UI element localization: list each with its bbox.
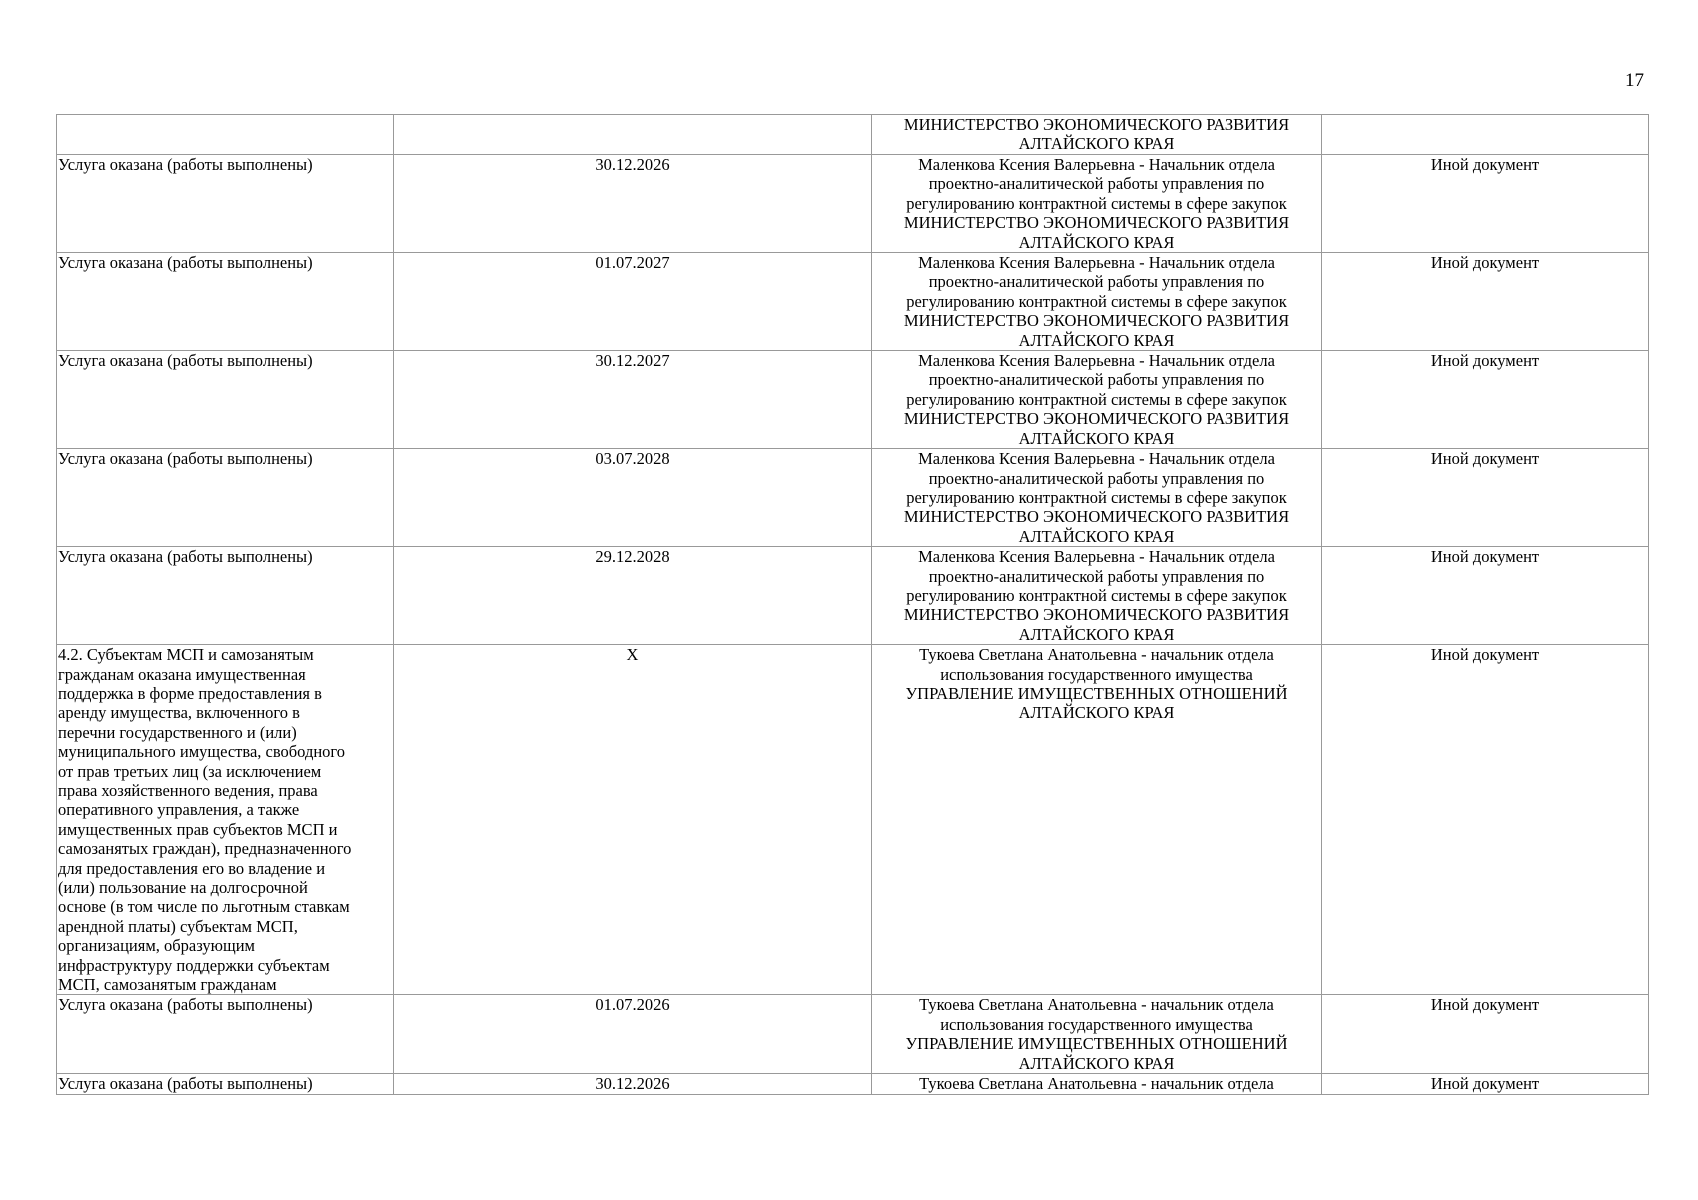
result-line: арендной платы) субъектам МСП, — [58, 916, 298, 936]
result-text: Услуга оказана (работы выполнены) — [58, 1074, 313, 1094]
responsible-line: проектно-аналитической работы управления по — [928, 468, 1265, 488]
responsible-line: Маленкова Ксения Валерьевна - Начальник отдела — [918, 547, 1275, 567]
responsible-cell — [872, 547, 1322, 645]
result-cell — [57, 645, 394, 995]
document-type-text: Иной документ — [1430, 995, 1540, 1015]
responsible-line: проектно-аналитической работы управления по — [928, 272, 1265, 292]
result-cell — [57, 1074, 394, 1094]
responsible-cell — [872, 115, 1322, 155]
responsible-line: МИНИСТЕРСТВО ЭКОНОМИЧЕСКОГО РАЗВИТИЯ — [903, 605, 1290, 625]
table-row — [57, 449, 1649, 547]
result-line: муниципального имущества, свободного — [58, 742, 346, 762]
responsible-line: Маленкова Ксения Валерьевна - Начальник отдела — [918, 253, 1275, 273]
table-row — [57, 351, 1649, 449]
result-text: Услуга оказана (работы выполнены) — [58, 155, 313, 174]
date-cell — [394, 995, 872, 1074]
responsible-cell — [872, 351, 1322, 449]
responsible-line: проектно-аналитической работы управления по — [928, 174, 1265, 194]
table-row — [57, 253, 1649, 351]
document-type-cell — [1322, 449, 1649, 547]
result-cell — [57, 547, 394, 645]
responsible-line: АЛТАЙСКОГО КРАЯ — [1018, 526, 1175, 546]
responsible-cell — [872, 155, 1322, 253]
responsible-line: регулированию контрактной системы в сфере закупок — [906, 389, 1287, 409]
responsible-line: Тукоева Светлана Анатольевна - начальник отдела — [919, 1074, 1274, 1094]
date-cell — [394, 449, 872, 547]
result-line: гражданам оказана имущественная — [58, 664, 306, 684]
document-type-text: Иной документ — [1430, 155, 1540, 174]
responsible-line: МИНИСТЕРСТВО ЭКОНОМИЧЕСКОГО РАЗВИТИЯ — [903, 409, 1290, 429]
table-row — [57, 995, 1649, 1074]
responsible-line: АЛТАЙСКОГО КРАЯ — [1018, 624, 1175, 644]
responsible-line: АЛТАЙСКОГО КРАЯ — [1018, 703, 1175, 723]
plan-table — [56, 114, 1649, 1095]
responsible-cell — [872, 253, 1322, 351]
result-text: Услуга оказана (работы выполнены) — [58, 351, 313, 371]
date-text: 30.12.2026 — [595, 1074, 670, 1094]
responsible-line: Маленкова Ксения Валерьевна - Начальник отдела — [918, 449, 1275, 469]
responsible-line: УПРАВЛЕНИЕ ИМУЩЕСТВЕННЫХ ОТНОШЕНИЙ — [905, 683, 1288, 703]
table-body — [57, 115, 1649, 1095]
responsible-line: регулированию контрактной системы в сфере закупок — [906, 487, 1287, 507]
table-row — [57, 645, 1649, 995]
result-cell — [57, 115, 394, 155]
date-text: 03.07.2028 — [595, 449, 670, 469]
date-cell — [394, 351, 872, 449]
result-line: имущественных прав субъектов МСП и — [58, 819, 338, 839]
responsible-line: АЛТАЙСКОГО КРАЯ — [1018, 232, 1175, 252]
result-line: от прав третьих лиц (за исключением — [58, 761, 322, 781]
result-line: поддержка в форме предоставления в — [58, 683, 322, 703]
table-row — [57, 547, 1649, 645]
date-cell — [394, 1074, 872, 1094]
responsible-line: регулированию контрактной системы в сфере закупок — [906, 291, 1287, 311]
responsible-line: Маленкова Ксения Валерьевна - Начальник отдела — [918, 351, 1275, 371]
responsible-line: МИНИСТЕРСТВО ЭКОНОМИЧЕСКОГО РАЗВИТИЯ — [903, 311, 1290, 331]
document-type-cell — [1322, 155, 1649, 253]
date-text: 01.07.2026 — [595, 995, 670, 1015]
document-type-text: Иной документ — [1430, 1074, 1540, 1094]
responsible-cell — [872, 995, 1322, 1074]
result-line: (или) пользование на долгосрочной — [58, 878, 308, 898]
date-text: X — [626, 645, 639, 665]
result-line: для предоставления его во владение и — [58, 858, 326, 878]
result-line: организациям, образующим — [58, 936, 255, 956]
result-cell — [57, 995, 394, 1074]
date-text: 30.12.2026 — [595, 155, 670, 174]
result-cell — [57, 449, 394, 547]
responsible-line: использования государственного имущества — [940, 1014, 1253, 1034]
responsible-line: Маленкова Ксения Валерьевна - Начальник отдела — [918, 155, 1275, 174]
result-text: Услуга оказана (работы выполнены) — [58, 449, 313, 469]
document-type-cell — [1322, 645, 1649, 995]
table-row — [57, 1074, 1649, 1094]
document-type-cell — [1322, 1074, 1649, 1094]
responsible-line: АЛТАЙСКОГО КРАЯ — [1018, 428, 1175, 448]
result-text: Услуга оказана (работы выполнены) — [58, 547, 313, 567]
responsible-line: регулированию контрактной системы в сфере закупок — [906, 193, 1287, 213]
responsible-line: проектно-аналитической работы управления по — [928, 370, 1265, 390]
date-text: 30.12.2027 — [595, 351, 670, 371]
result-text: Услуга оказана (работы выполнены) — [58, 995, 313, 1015]
responsible-line: МИНИСТЕРСТВО ЭКОНОМИЧЕСКОГО РАЗВИТИЯ — [903, 213, 1290, 233]
responsible-cell — [872, 645, 1322, 995]
result-line: инфраструктуру поддержки субъектам — [58, 955, 330, 975]
responsible-line: проектно-аналитической работы управления по — [928, 566, 1265, 586]
document-type-cell — [1322, 115, 1649, 155]
document-type-cell — [1322, 547, 1649, 645]
date-cell — [394, 645, 872, 995]
responsible-line: АЛТАЙСКОГО КРАЯ — [1018, 330, 1175, 350]
result-line: перечни государственного и (или) — [58, 722, 297, 742]
table-row — [57, 115, 1649, 155]
date-cell — [394, 115, 872, 155]
result-line: аренду имущества, включенного в — [58, 703, 300, 723]
result-line: оперативного управления, а также — [58, 800, 300, 820]
document-type-cell — [1322, 351, 1649, 449]
responsible-line: УПРАВЛЕНИЕ ИМУЩЕСТВЕННЫХ ОТНОШЕНИЙ — [905, 1034, 1288, 1054]
result-line: 4.2. Субъектам МСП и самозанятым — [58, 645, 314, 665]
result-text: Услуга оказана (работы выполнены) — [58, 253, 313, 273]
result-cell — [57, 253, 394, 351]
date-cell — [394, 253, 872, 351]
responsible-cell — [872, 1074, 1322, 1094]
responsible-line: Тукоева Светлана Анатольевна - начальник отдела — [919, 995, 1274, 1015]
date-text: 29.12.2028 — [595, 547, 670, 567]
responsible-cell — [872, 449, 1322, 547]
result-line: самозанятых граждан), предназначенного — [58, 839, 352, 859]
responsible-line: МИНИСТЕРСТВО ЭКОНОМИЧЕСКОГО РАЗВИТИЯ — [903, 507, 1290, 527]
document-type-text: Иной документ — [1430, 547, 1540, 567]
document-type-cell — [1322, 253, 1649, 351]
document-type-text: Иной документ — [1430, 449, 1540, 469]
date-text: 01.07.2027 — [595, 253, 670, 273]
table-row — [57, 155, 1649, 253]
result-cell — [57, 155, 394, 253]
result-cell — [57, 351, 394, 449]
document-type-text: Иной документ — [1430, 253, 1540, 273]
responsible-line: АЛТАЙСКОГО КРАЯ — [1018, 1053, 1175, 1073]
date-cell — [394, 155, 872, 253]
responsible-line: использования государственного имущества — [940, 664, 1253, 684]
document-type-text: Иной документ — [1430, 645, 1540, 665]
result-line: МСП, самозанятым гражданам — [58, 975, 277, 995]
date-cell — [394, 547, 872, 645]
document-type-cell — [1322, 995, 1649, 1074]
responsible-line: регулированию контрактной системы в сфере закупок — [906, 585, 1287, 605]
result-line: основе (в том числе по льготным ставкам — [58, 897, 350, 917]
page-number: 17 — [1625, 70, 1644, 91]
document-type-text: Иной документ — [1430, 351, 1540, 371]
responsible-line: МИНИСТЕРСТВО ЭКОНОМИЧЕСКОГО РАЗВИТИЯ — [903, 115, 1290, 134]
responsible-line: Тукоева Светлана Анатольевна - начальник отдела — [919, 645, 1274, 665]
responsible-line: АЛТАЙСКОГО КРАЯ — [1018, 134, 1175, 154]
result-line: права хозяйственного ведения, права — [58, 781, 318, 800]
